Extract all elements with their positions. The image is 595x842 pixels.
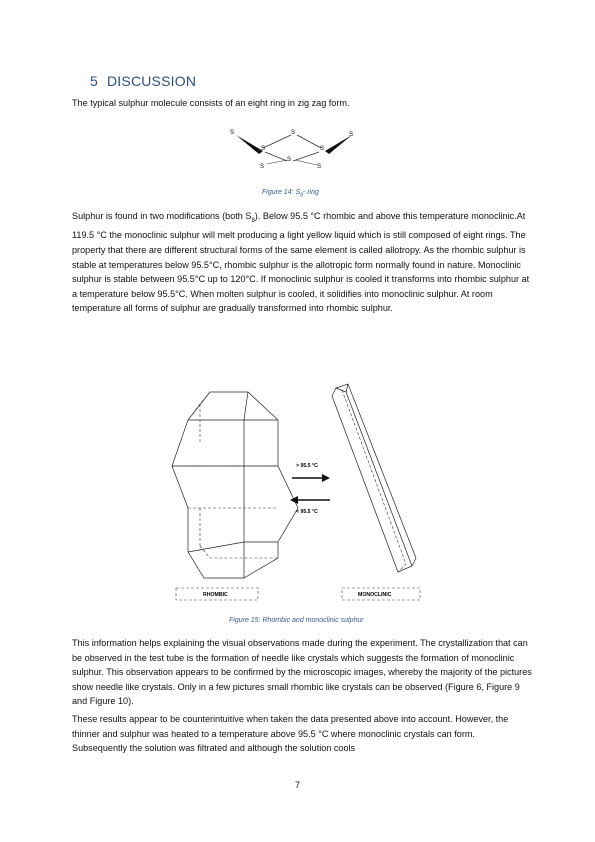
arrow-right-head <box>322 474 330 482</box>
allotropy-text-1: Sulphur is found in two modifications (both S <box>72 211 252 221</box>
sulphur-atom: S <box>261 146 266 152</box>
figure14-caption-sub: 8 <box>300 192 303 199</box>
arrow-left-head <box>290 496 298 504</box>
monoclinic-crystal <box>332 384 416 572</box>
intro-paragraph: The typical sulphur molecule consists of an eight ring in zig zag form. <box>72 98 350 108</box>
arrow-top-label: > 95.5 °C <box>296 463 318 469</box>
rhombic-label: RHOMBIC <box>203 592 228 598</box>
arrow-bottom-label: < 95.5 °C <box>296 509 318 515</box>
bond <box>263 135 291 148</box>
monoclinic-label: MONOCLINIC <box>358 592 392 598</box>
bond <box>295 160 317 165</box>
sulphur-atom: S <box>291 130 296 136</box>
figure14-caption-prefix: Figure 14: S <box>262 189 301 196</box>
allotropy-subscript: 8 <box>251 217 255 224</box>
rhombic-crystal <box>172 392 298 578</box>
allotropy-paragraph <box>72 209 532 316</box>
sulphur-atom: S <box>287 157 292 163</box>
page-number: 7 <box>294 780 300 790</box>
sulphur-atom: S <box>317 164 322 170</box>
figure14-caption <box>262 189 319 198</box>
figure15-caption: Figure 15: Rhombic and monoclinic sulphur <box>229 617 364 624</box>
bond <box>267 160 287 164</box>
sulphur-atom: S <box>260 164 265 170</box>
allotropy-text-2: ). Below 95.5 °C rhombic and above this temperature monoclinic.At 119.5 °C the monoclinic sulphur will melt producing a light yellow liquid which is still composed of eight rings. The property that there are different structural forms of the same element is called allotropy. As the rhombic sulphur is stable at temperatures below 95.5°C, rhombic sulphur is the allotropic form normally found in nature. Monoclinic sulphur is stable between 95.5°C up to 120°C. If monoclinic sulphur is cooled it transforms into rhombic sulphur at a temperature below 95.5°C. When molten sulphur is cooled, it solidifies into monoclinic sulphur. At room temperature all forms of sulphur are gradually transformed into rhombic sulphur. <box>72 211 530 314</box>
results-paragraph: These results appear to be counterintuitive when taken the data presented above into account. However, the thinner and sulphur was heated to a temperature above 95.5 °C where monoclinic crystals can form. Subsequently the solution was filtrated and although the solution cools <box>72 714 509 754</box>
s8-ring-diagram <box>225 124 365 176</box>
bond <box>297 135 321 148</box>
sulphur-atom: S <box>349 132 354 138</box>
section-heading <box>90 73 196 89</box>
figure14-caption-suffix: - ring <box>302 189 319 196</box>
wedge-bond-right <box>325 135 352 154</box>
observation-paragraph: This information helps explaining the visual observations made during the experiment. The crystallization that can be observed in the test tube is the formation of needle like crystals which suggests the formation of monoclinic sulphur. This observation appears to be confirmed by the microscopic images, whereby the majority of the pictures show needle like crystals. Only in a few pictures small rhombic like crystals can be observed (Figure 6, Figure 9 and Figure 10). <box>72 638 532 707</box>
sulphur-atom: S <box>230 130 235 136</box>
bond <box>265 152 287 161</box>
wedge-bond-left <box>236 135 266 154</box>
transition-arrows <box>290 463 330 515</box>
section-number: 5 <box>90 73 98 89</box>
crystal-forms-diagram <box>170 382 430 612</box>
bond <box>293 152 319 161</box>
section-title: DISCUSSION <box>107 73 197 89</box>
sulphur-atom: S <box>320 146 325 152</box>
